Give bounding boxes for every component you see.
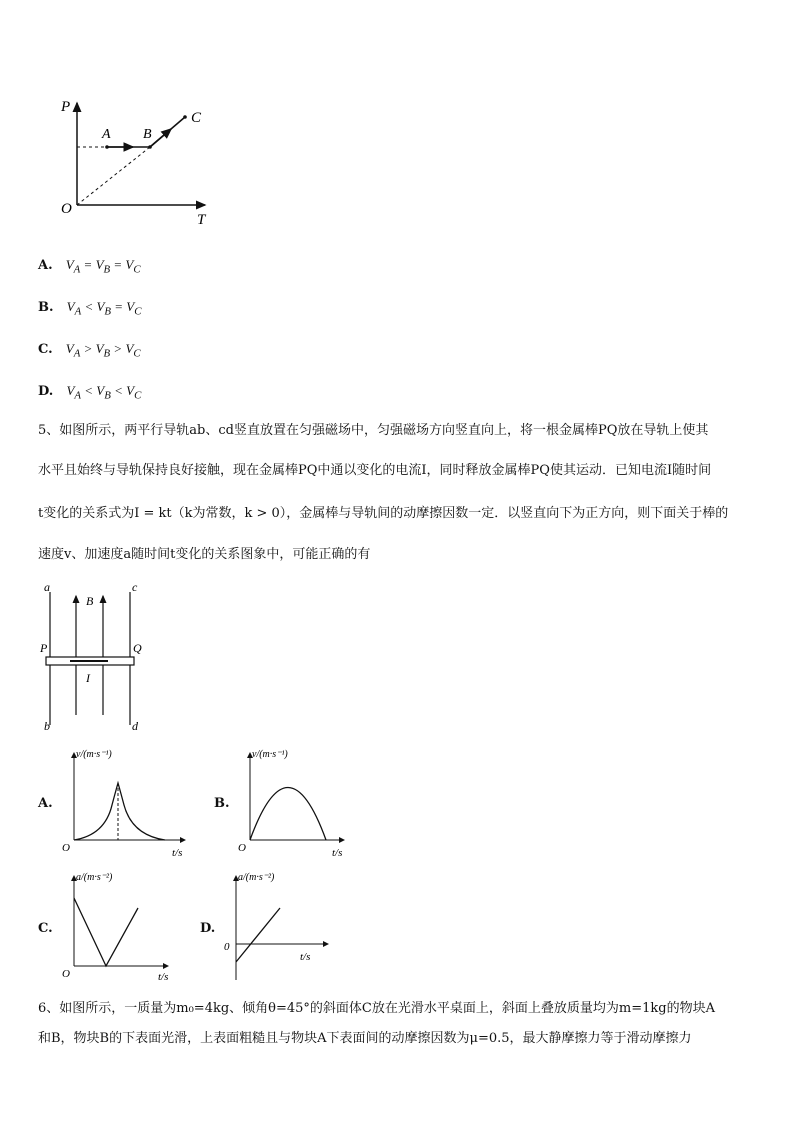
q4-option-c[interactable]: [38, 338, 141, 360]
q5-line-3: t变化的关系式为I = kt（k为常数，k > 0），金属棒与导轨间的动摩擦因数一定．以竖直向下为正方向，则下面关于棒的: [38, 506, 729, 521]
label-a: A: [102, 127, 111, 142]
rail-diagram: [38, 580, 153, 730]
label-b-rail: b: [44, 719, 50, 730]
label-b: B: [143, 127, 152, 142]
option-letter: B.: [38, 300, 54, 315]
graph-a[interactable]: [60, 745, 195, 860]
q4-option-d[interactable]: [38, 380, 141, 402]
pt-diagram: [55, 95, 225, 230]
option-letter: A.: [38, 258, 53, 273]
graph-option-d-letter[interactable]: D.: [200, 921, 216, 936]
label-b-field: B: [86, 594, 94, 608]
graph-option-c-letter[interactable]: C.: [38, 921, 53, 936]
label-i-current: I: [86, 671, 90, 685]
option-expr: $V_A = V_B = V_C$: [65, 257, 141, 276]
option-expr: $V_A < V_B = V_C$: [66, 299, 142, 318]
label-t: T: [197, 212, 206, 228]
origin-d: 0: [224, 941, 230, 953]
graph-b[interactable]: [236, 745, 356, 860]
graph-option-b-letter[interactable]: B.: [214, 796, 230, 811]
q6-line-2: 和B，物块B的下表面光滑，上表面粗糙且与物块A下表面间的动摩擦因数为μ=0.5，最大静摩擦力等于滑动摩擦力: [38, 1031, 692, 1046]
xlabel-d: t/s: [300, 951, 311, 963]
option-letter: C.: [38, 342, 53, 357]
origin-b: O: [238, 842, 246, 854]
option-expr: $V_A > V_B > V_C$: [65, 341, 141, 360]
xlabel-a: t/s: [172, 847, 183, 859]
curve-b: [250, 788, 326, 841]
q4-option-a[interactable]: [38, 254, 141, 276]
dashed-diagonal: [77, 147, 150, 205]
q5-line-2: 水平且始终与导轨保持良好接触，现在金属棒PQ中通以变化的电流I，同时释放金属棒PQ使其运动．已知电流I随时间: [38, 463, 712, 478]
ylabel-d: a/(m·s⁻²): [238, 872, 275, 883]
label-d-rail: d: [132, 719, 138, 730]
q4-option-b[interactable]: [38, 296, 141, 318]
graph-c[interactable]: [60, 868, 180, 983]
option-letter: D.: [38, 384, 54, 399]
label-p: P: [61, 99, 71, 115]
curve-d: [236, 908, 280, 962]
q5-line-1: 5、如图所示，两平行导轨ab、cd竖直放置在匀强磁场中，匀强磁场方向竖直向上，将一根金属棒PQ放在导轨上使其: [38, 423, 709, 438]
xlabel-b: t/s: [332, 847, 343, 859]
xlabel-c: t/s: [158, 971, 169, 983]
arrow-bc: [150, 129, 171, 147]
ylabel-b: v/(m·s⁻¹): [252, 749, 288, 760]
label-c-rail: c: [132, 580, 138, 594]
curve-c: [74, 898, 138, 966]
label-c: C: [191, 110, 202, 126]
curve-a: [74, 783, 165, 840]
graph-option-a-letter[interactable]: A.: [38, 796, 53, 811]
graph-d[interactable]: [220, 868, 340, 986]
label-q-rod: Q: [133, 641, 142, 655]
option-expr: $V_A < V_B < V_C$: [66, 383, 142, 402]
q6-line-1: 6、如图所示，一质量为m₀=4kg、倾角θ=45°的斜面体C放在光滑水平桌面上，斜面上叠放质量均为m=1kg的物块A: [38, 1001, 715, 1016]
label-a-rail: a: [44, 580, 50, 594]
ylabel-a: v/(m·s⁻¹): [76, 749, 112, 760]
origin-c: O: [62, 968, 70, 980]
label-p-rod: P: [40, 641, 48, 655]
label-o: O: [61, 201, 72, 217]
ylabel-c: a/(m·s⁻²): [76, 872, 113, 883]
q5-line-4: 速度v、加速度a随时间t变化的关系图象中，可能正确的有: [38, 547, 371, 562]
origin-a: O: [62, 842, 70, 854]
